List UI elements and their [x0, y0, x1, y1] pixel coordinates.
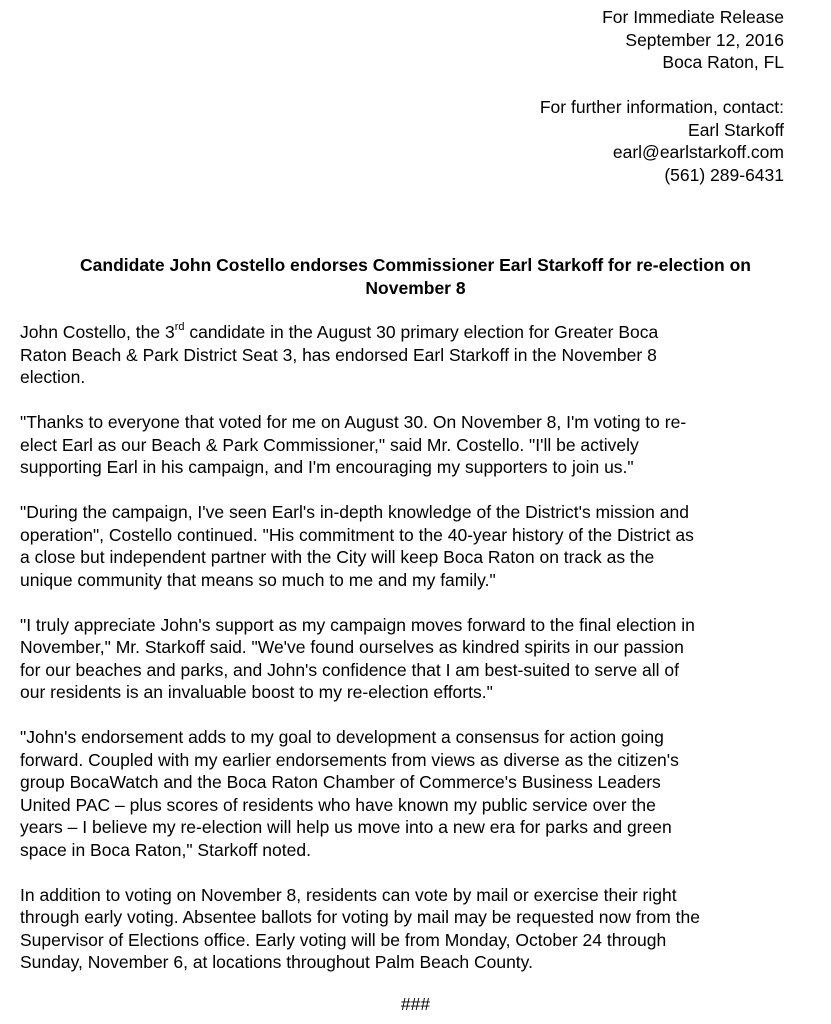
headline-line-1: Candidate John Costello endorses Commissioner Earl Starkoff for re-election on: [80, 255, 751, 275]
contact-info: [540, 96, 784, 186]
paragraph-costello-quote: "Thanks to everyone that voted for me on August 30. On November 8, I'm voting to re- elect Earl as our Beach & Park Commissioner," said Mr. Costello. "I'll be actively supporting Earl in his campaign, and I'm encouraging my supporters to join us.": [20, 412, 687, 478]
paragraph-endorsements: "John's endorsement adds to my goal to development a consensus for action going forward. Coupled with my earlier endorsements from views as diverse as the citizen's group BocaWatch and the Boca Raton Chamber of Commerce's Business Leaders United PAC – plus scores of residents who have known my public service over the years – I believe my re-election will help us move into a new era for parks and green space in Boca Raton," Starkoff noted.: [20, 727, 679, 860]
intro-text-end: candidate in the August 30 primary election for Greater Boca Raton Beach & Park District Seat 3, has endorsed Earl Starkoff in the November 8 election.: [20, 322, 659, 387]
paragraph-intro: [20, 321, 810, 389]
contact-heading: For further information, contact:: [539, 97, 784, 117]
release-date: September 12, 2016: [625, 29, 784, 50]
article-body: [20, 321, 810, 997]
ordinal-suffix: rd: [174, 321, 185, 334]
headline-line-2: November 8: [365, 277, 466, 298]
release-info: [602, 6, 784, 74]
contact-email: earl@earlstarkoff.com: [612, 142, 784, 162]
intro-text-start: John Costello, the 3: [20, 322, 175, 342]
paragraph-starkoff-quote: "I truly appreciate John's support as my campaign moves forward to the final election in November," Mr. Starkoff said. "We've found ourselves as kindred spirits in our passion for our beaches and parks, and John's confidence that I am best-suited to serve all of our residents is an invaluable boost to my re-election efforts.": [20, 614, 695, 703]
release-label: For Immediate Release: [602, 7, 784, 27]
contact-phone: (561) 289-6431: [664, 164, 784, 185]
release-location: Boca Raton, FL: [662, 52, 784, 72]
headline: [20, 254, 811, 299]
paragraph-voting-info: In addition to voting on November 8, residents can vote by mail or exercise their right through early voting. Absentee ballots for voting by mail may be requested now from the Supervisor of Elections office. Early voting will be from Monday, October 24 through Sunday, November 6, at locations throughout Palm Beach County.: [20, 884, 700, 973]
contact-name: Earl Starkoff: [688, 119, 784, 140]
paragraph-costello-continued: "During the campaign, I've seen Earl's in-depth knowledge of the District's mission and operation", Costello continued. "His commitment to the 40-year history of the District as a close but independent partner with the City will keep Boca Raton on track as the unique community that means so much to me and my family.": [20, 502, 694, 590]
end-mark: ###: [400, 994, 431, 1014]
